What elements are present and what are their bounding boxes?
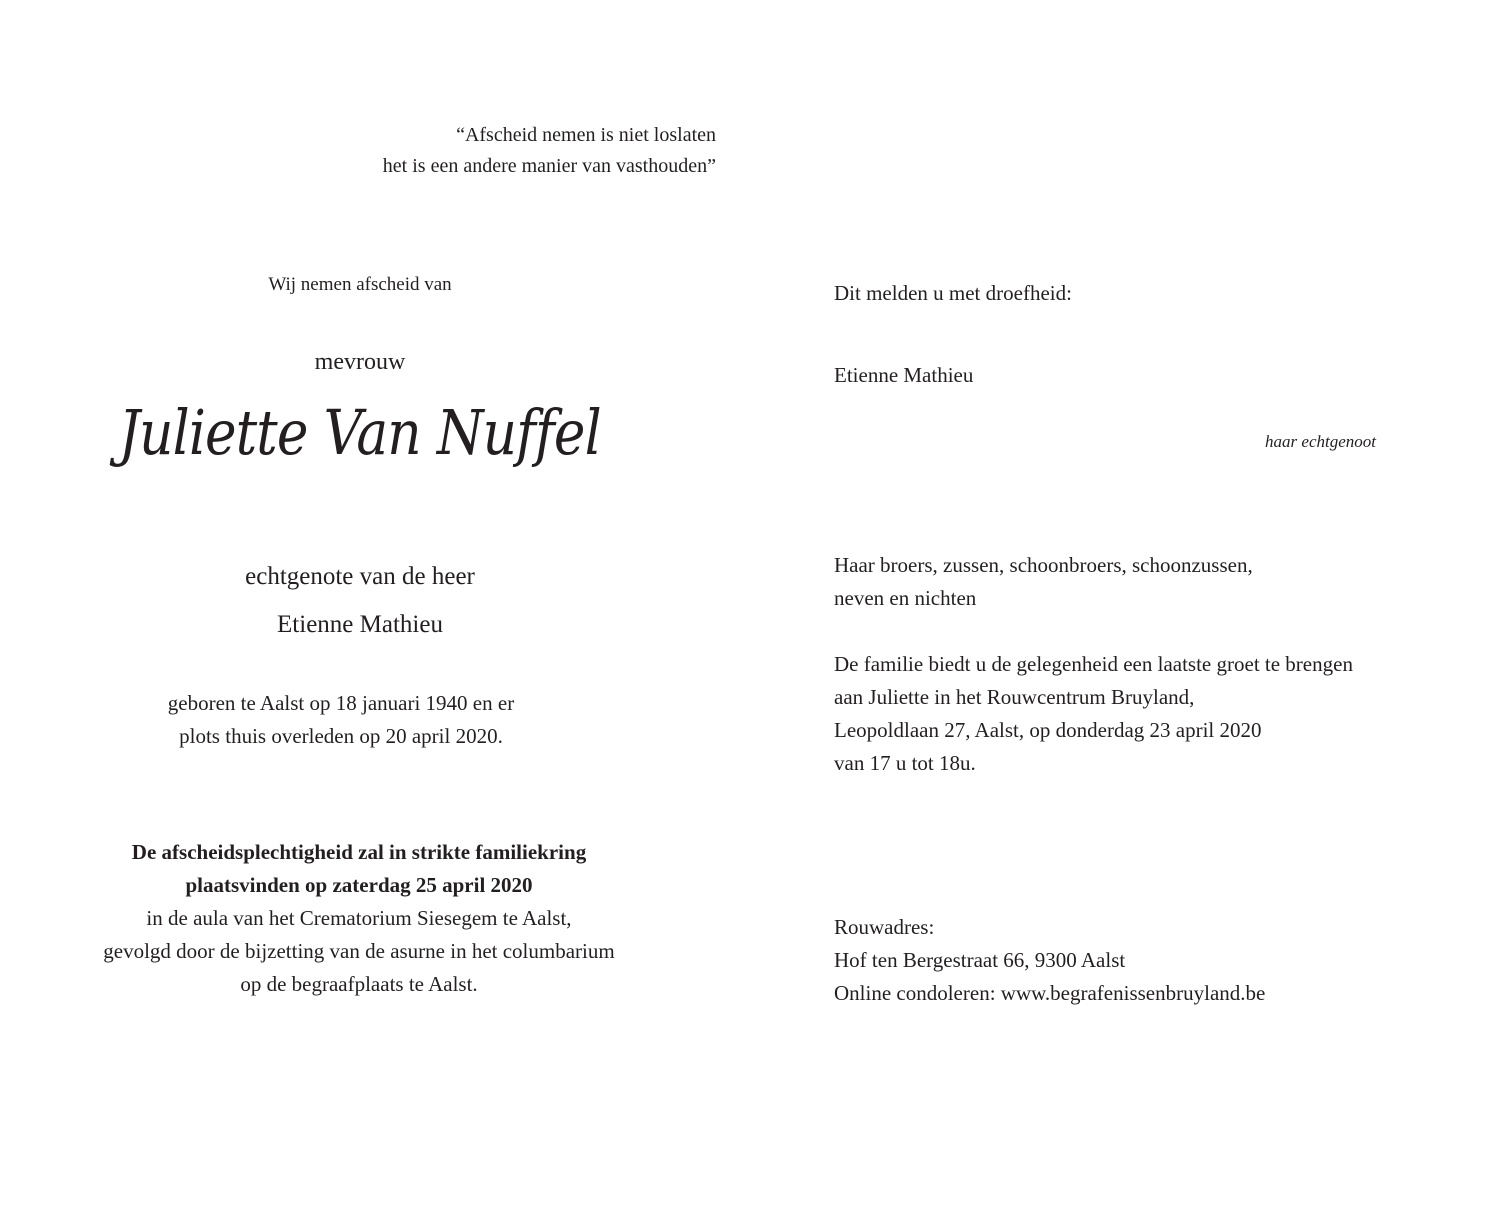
address-label: Rouwadres:: [834, 915, 935, 939]
signer-relation: haar echtgenoot: [1265, 432, 1376, 451]
ceremony-bold-line-1: De afscheidsplechtigheid zal in strikte familiekring: [131, 840, 587, 864]
announcement: Dit melden u met droefheid:: [834, 281, 1072, 305]
birth-line: geboren te Aalst op 18 januari 1940 en er: [167, 691, 515, 715]
mourning-address: [834, 911, 1265, 1010]
death-line: plots thuis overleden op 20 april 2020.: [179, 724, 503, 748]
ceremony-line-3: in de aula van het Crematorium Siesegem te Aalst,: [146, 906, 572, 930]
address-street: Hof ten Bergestraat 66, 9300 Aalst: [834, 948, 1126, 972]
quote: [300, 120, 716, 182]
visitation-info: [834, 648, 1353, 780]
visit-line-1: De familie biedt u de gelegenheid een laatste groet te brengen: [834, 652, 1353, 676]
ceremony-line-4: gevolgd door de bijzetting van de asurne in het columbarium: [103, 939, 615, 963]
life-dates: [80, 687, 602, 753]
spouse-block: [160, 553, 560, 649]
family-line-1: Haar broers, zussen, schoonbroers, schoonzussen,: [834, 553, 1253, 577]
spouse-label: echtgenote van de heer: [245, 563, 475, 590]
ceremony-line-5: op de begraafplaats te Aalst.: [240, 972, 478, 996]
honorific: mevrouw: [314, 349, 406, 375]
online-condolence: Online condoleren: www.begrafenissenbruyland.be: [834, 981, 1266, 1005]
intro-text: Wij nemen afscheid van: [268, 274, 452, 295]
spouse-name: Etienne Mathieu: [277, 611, 443, 638]
signer-name: Etienne Mathieu: [834, 363, 974, 387]
family-line-2: neven en nichten: [834, 586, 977, 610]
ceremony-bold-line-2: plaatsvinden op zaterdag 25 april 2020: [185, 873, 533, 897]
family-list: [834, 549, 1253, 615]
visit-line-3: Leopoldlaan 27, Aalst, op donderdag 23 april 2020: [834, 718, 1262, 742]
visit-line-4: van 17 u tot 18u.: [834, 751, 976, 775]
deceased-name: Juliette Van Nuffel: [118, 396, 601, 469]
ceremony-info: [40, 836, 678, 1001]
quote-line-1: “Afscheid nemen is niet loslaten: [456, 124, 716, 146]
visit-line-2: aan Juliette in het Rouwcentrum Bruyland,: [834, 685, 1195, 709]
quote-line-2: het is een andere manier van vasthouden”: [382, 155, 716, 177]
